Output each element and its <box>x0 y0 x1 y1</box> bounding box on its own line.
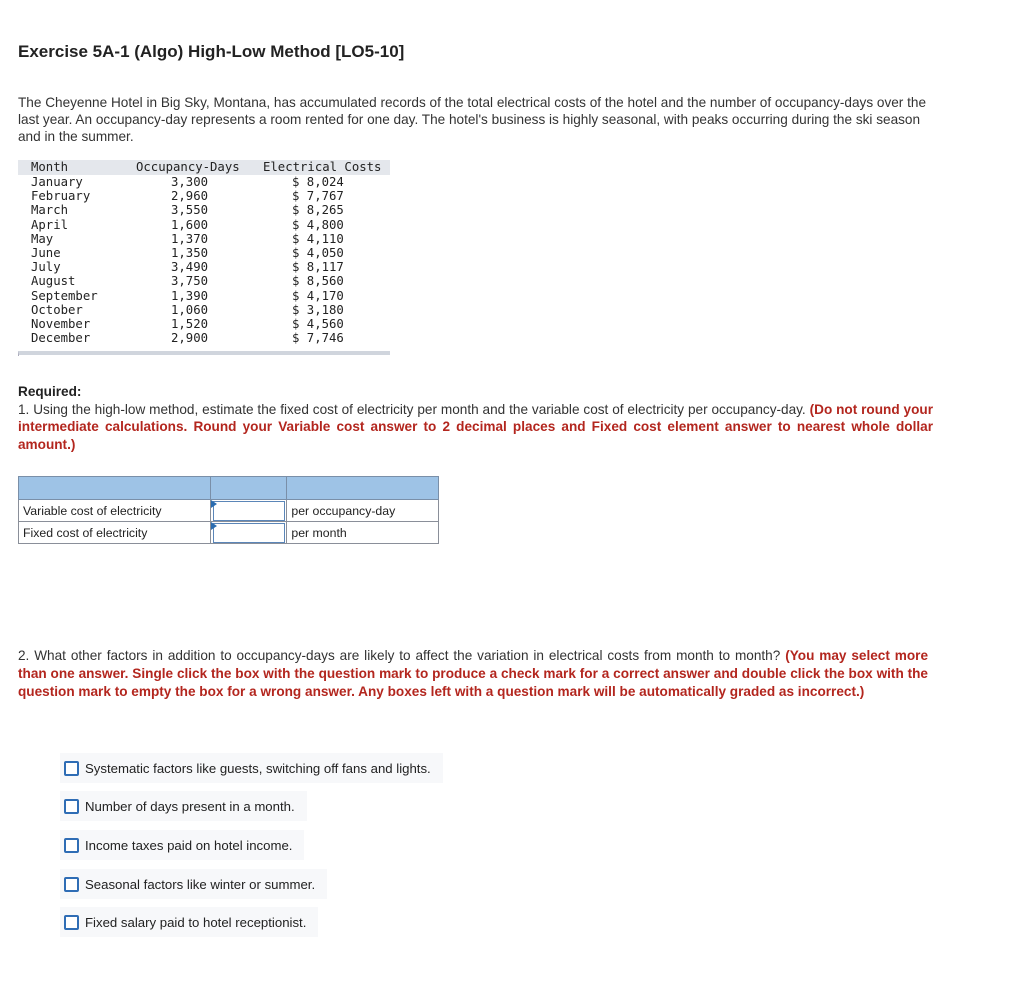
month-cell: August <box>31 274 76 289</box>
month-cell: March <box>31 203 69 218</box>
answer-row-fixed-cost <box>19 522 439 544</box>
answer-flag-icon <box>211 500 217 508</box>
occupancy-days-cell: 3,750 <box>171 274 209 289</box>
required-label: Required: <box>18 384 82 399</box>
option-days-in-month[interactable] <box>60 791 307 821</box>
fixed-cost-cell <box>211 522 287 544</box>
electrical-cost-cell: $ 8,265 <box>292 203 344 218</box>
fixed-cost-unit: per month <box>287 522 439 544</box>
data-table-header <box>18 160 390 175</box>
electrical-cost-cell: $ 3,180 <box>292 302 344 317</box>
data-table-row <box>18 289 390 303</box>
data-table-body <box>18 175 390 345</box>
option-fixed-salary[interactable] <box>60 907 318 937</box>
answer-flag-icon <box>211 522 217 530</box>
checkbox-icon[interactable] <box>64 915 79 930</box>
electrical-cost-cell: $ 4,110 <box>292 231 344 246</box>
month-cell: May <box>31 231 54 246</box>
occupancy-days-cell: 1,060 <box>171 302 209 317</box>
checkbox-icon[interactable] <box>64 799 79 814</box>
variable-cost-unit: per occupancy-day <box>287 500 439 522</box>
page-title: Exercise 5A-1 (Algo) High-Low Method [LO5-10] <box>18 42 405 61</box>
month-cell: February <box>31 189 91 204</box>
electrical-cost-cell: $ 7,767 <box>292 189 344 204</box>
month-cell: April <box>31 217 69 232</box>
data-table <box>18 160 390 356</box>
data-table-row <box>18 218 390 232</box>
occupancy-days-cell: 3,300 <box>171 175 209 189</box>
fixed-cost-input[interactable] <box>213 523 285 543</box>
answer-grid-header-cell <box>287 477 439 500</box>
month-cell: November <box>31 316 91 331</box>
occupancy-days-cell: 1,390 <box>171 288 209 303</box>
answer-row-variable-cost <box>19 500 439 522</box>
header-occupancy-days: Occupancy-Days <box>136 160 240 174</box>
occupancy-days-cell: 1,520 <box>171 316 209 331</box>
electrical-cost-cell: $ 4,170 <box>292 288 344 303</box>
data-table-footer <box>18 351 390 356</box>
electrical-cost-cell: $ 8,560 <box>292 274 344 289</box>
option-label: Systematic factors like guests, switching off fans and lights. <box>85 760 431 776</box>
answer-grid-header <box>19 477 439 500</box>
variable-cost-label: Variable cost of electricity <box>19 500 211 522</box>
occupancy-days-cell: 1,350 <box>171 245 209 260</box>
electrical-cost-cell: $ 8,024 <box>292 175 344 189</box>
data-table-row <box>18 331 390 345</box>
month-cell: December <box>31 331 91 346</box>
month-cell: July <box>31 260 61 275</box>
data-table-row <box>18 232 390 246</box>
q2-text: 2. What other factors in addition to occupancy-days are likely to affect the variation in electrical costs from month to month? <box>18 648 781 663</box>
month-cell: January <box>31 175 83 189</box>
electrical-cost-cell: $ 8,117 <box>292 260 344 275</box>
variable-cost-input[interactable] <box>213 501 285 521</box>
required-section <box>18 383 933 453</box>
electrical-cost-cell: $ 7,746 <box>292 331 344 346</box>
data-table-row <box>18 274 390 288</box>
electrical-cost-cell: $ 4,050 <box>292 245 344 260</box>
month-cell: September <box>31 288 98 303</box>
answer-grid-header-cell <box>211 477 287 500</box>
data-table-row <box>18 175 390 189</box>
variable-cost-cell <box>211 500 287 522</box>
option-label: Income taxes paid on hotel income. <box>85 837 293 853</box>
q2-instructions: (You may select more than one answer. Single click the box with the question mark to produce a check mark for a correct answer and double click the box with the question mark to empty the box for a wrong answer. Any boxes left with a question mark will be automatically graded as incorrect.) <box>18 648 929 699</box>
fixed-cost-label: Fixed cost of electricity <box>19 522 211 544</box>
electrical-cost-cell: $ 4,560 <box>292 316 344 331</box>
checkbox-icon[interactable] <box>64 761 79 776</box>
header-electrical-costs: Electrical Costs <box>263 160 382 174</box>
option-label: Number of days present in a month. <box>85 798 295 814</box>
option-income-taxes[interactable] <box>60 830 304 860</box>
checkbox-icon[interactable] <box>64 877 79 892</box>
answer-grid <box>18 476 439 544</box>
data-table-row <box>18 303 390 317</box>
q1-text: 1. Using the high-low method, estimate the fixed cost of electricity per month and the variable cost of electricity per occupancy-day. <box>18 401 806 417</box>
occupancy-days-cell: 1,600 <box>171 217 209 232</box>
occupancy-days-cell: 3,490 <box>171 260 209 275</box>
checkbox-icon[interactable] <box>64 838 79 853</box>
question2-section <box>18 647 928 701</box>
header-month: Month <box>31 160 69 174</box>
intro-paragraph: The Cheyenne Hotel in Big Sky, Montana, has accumulated records of the total electrical costs of the hotel and the number of occupancy-days over the last year. An occupancy-day represents a room rented for one day. The hotel's business is highly seasonal, with peaks occurring during the ski season and in the summer. <box>18 95 927 144</box>
month-cell: June <box>31 245 61 260</box>
q1-instructions: (Do not round your intermediate calculations. Round your Variable cost answer to 2 decimal places and Fixed cost element answer to nearest whole dollar amount.) <box>18 401 933 452</box>
electrical-cost-cell: $ 4,800 <box>292 217 344 232</box>
option-systematic-factors[interactable] <box>60 753 443 783</box>
option-label: Fixed salary paid to hotel receptionist. <box>85 914 307 930</box>
data-table-row <box>18 317 390 331</box>
option-label: Seasonal factors like winter or summer. <box>85 876 316 892</box>
month-cell: October <box>31 302 83 317</box>
occupancy-days-cell: 3,550 <box>171 203 209 218</box>
answer-grid-header-cell <box>19 477 211 500</box>
data-table-row <box>18 260 390 274</box>
occupancy-days-cell: 1,370 <box>171 231 209 246</box>
data-table-row <box>18 203 390 217</box>
data-table-row <box>18 246 390 260</box>
occupancy-days-cell: 2,960 <box>171 189 209 204</box>
occupancy-days-cell: 2,900 <box>171 331 209 346</box>
data-table-row <box>18 189 390 203</box>
option-seasonal-factors[interactable] <box>60 869 327 899</box>
